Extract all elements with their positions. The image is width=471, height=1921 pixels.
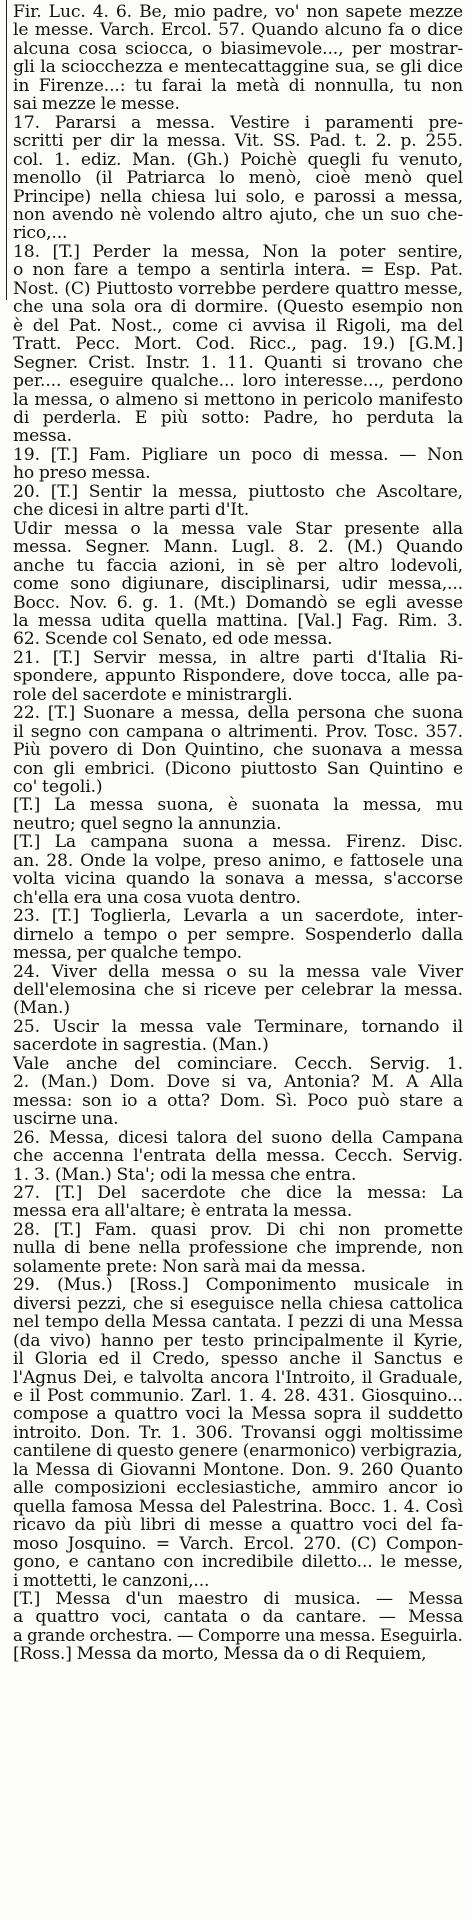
text-line: che una sola ora di dormire. (Questo esempio non <box>13 297 463 318</box>
text-line: 23. [T.] Toglierla, Levarla a un sacerdote, inter- <box>13 906 463 927</box>
text-line: 22. [T.] Suonare a messa, della persona che suona <box>13 703 463 724</box>
text-line: a grande orchestra. — Comporre una messa. Eseguirla. <box>13 1625 463 1646</box>
text-line: i mottetti, le canzoni,... <box>13 1570 210 1591</box>
text-line: cantilene di questo genere (enarmonico) verbigrazia, <box>13 1441 463 1462</box>
text-line: Principe) nella chiesa lui solo, e parossi a messa, <box>13 186 463 207</box>
text-line: introito. Don. Tr. 1. 306. Trovansi oggi moltissime <box>13 1422 463 1443</box>
text-line: [T.] Messa d'un maestro di musica. — Messa <box>13 1588 463 1609</box>
text-line: (Man.) <box>13 998 70 1019</box>
text-line: Segner. Crist. Instr. 1. 11. Quanti si trovano che <box>13 352 463 373</box>
text-line: per.... eseguire qualche... loro interesse..., perdono <box>13 371 463 392</box>
text-line: [T.] La messa suona, è suonata la messa, mu <box>13 795 463 816</box>
text-line: 28. [T.] Fam. quasi prov. Di chi non promette <box>13 1219 463 1240</box>
text-line: messa. <box>13 426 72 447</box>
text-line: Bocc. Nov. 6. g. 1. (Mt.) Domandò se egli avesse <box>13 592 463 613</box>
text-line: co' tegoli.) <box>13 777 103 798</box>
text-line: non avendo nè volendo altro ajuto, che un suo che- <box>13 204 463 225</box>
text-line: gono, e cantano con incredibile diletto... le messe, <box>13 1552 463 1573</box>
text-line: spondere, appunto Rispondere, dove tocca, alle pa- <box>13 666 463 687</box>
text-line: anche tu faccia azioni, in sè per altro lodevoli, <box>13 555 463 576</box>
text-line: di perderla. E più sotto: Padre, ho perduta la <box>13 407 463 428</box>
text-line: rico,... <box>13 223 68 244</box>
text-line: 2. (Man.) Dom. Dove si va, Antonia? M. A Alla <box>13 1072 463 1093</box>
text-line: come sono digiunare, disciplinarsi, udir messa,... <box>13 574 463 595</box>
text-line: scritti per dir la messa. Vit. SS. Pad. t. 2. p. 255. <box>13 131 463 152</box>
text-line: an. 28. Onde la volpe, preso animo, e fattosele una <box>13 850 463 871</box>
text-line: messa: son io a otta? Dom. Sì. Poco può stare a <box>13 1090 463 1111</box>
text-line: che dicesi in altre parti d'It. <box>13 500 250 521</box>
text-line: le messe. Varch. Ercol. 57. Quando alcuno fa o dice <box>13 20 463 41</box>
text-line: 27. [T.] Del sacerdote che dice la messa: La <box>13 1183 463 1203</box>
text-line: nulla di bene nella professione che imprende, non <box>13 1238 463 1259</box>
text-line: il segno con campana o altrimenti. Prov. Tosc. 357. <box>13 721 463 742</box>
text-line: la Messa di Giovanni Montone. Don. 9. 260 Quanto <box>13 1459 463 1480</box>
text-line: 18. [T.] Perder la messa, Non la poter sentire, <box>13 241 463 262</box>
text-line: volta vicina quando la sonava a messa, s'accorse <box>13 869 463 890</box>
text-column <box>13 3 463 1664</box>
text-line: l'Agnus Dei, e talvolta ancora l'Introito, il Graduale, <box>13 1367 463 1388</box>
text-line: sai mezze le messe. <box>13 94 180 115</box>
text-line: 1. 3. (Man.) Sta'; odi la messa che entra. <box>13 1164 357 1185</box>
text-line: role del sacerdote e ministrargli. <box>13 684 293 705</box>
text-line: 62. Scende col Senato, ed ode messa. <box>13 629 333 650</box>
text-line: messa, per qualche tempo. <box>13 943 242 964</box>
text-line: (da vivo) hanno per testo principalmente il Kyrie, <box>13 1330 463 1351</box>
text-line: ho preso messa. <box>13 463 151 484</box>
text-line: nel tempo della Messa cantata. I pezzi di una Messa <box>13 1312 463 1333</box>
text-line: è del Pat. Nost., come ci avvisa il Rigoli, ma del <box>13 315 463 336</box>
text-line: e il Post communio. Zarl. 1. 4. 28. 431. Giosquino... <box>13 1385 463 1406</box>
text-line: gli la sciocchezza e mentecattaggine sua, se gli dice <box>13 57 463 78</box>
text-line: che accenna l'entrata della messa. Cecch. Servig. <box>13 1146 463 1167</box>
text-line: Più povero di Don Quintino, che suonava a messa <box>13 740 463 761</box>
text-line: 25. Uscir la messa vale Terminare, tornando il <box>13 1016 463 1037</box>
text-line: quella famosa Messa del Palestrina. Bocc. 1. 4. Così <box>13 1496 463 1517</box>
text-line: compose a quattro voci la Messa sopra il suddetto <box>13 1404 463 1425</box>
text-line: menollo (il Patriarca lo menò, cioè menò quel <box>13 168 463 189</box>
text-line: 20. [T.] Sentir la messa, piuttosto che Ascoltare, <box>13 481 463 502</box>
text-line: solamente prete: Non sarà mai da messa. <box>13 1256 366 1277</box>
text-line: a quattro voci, cantata o da cantare. — Messa <box>13 1607 463 1628</box>
text-line: messa. Segner. Mann. Lugl. 8. 2. (M.) Quando <box>13 537 463 558</box>
text-line: 29. (Mus.) [Ross.] Componimento musicale in <box>13 1275 463 1296</box>
text-line: Vale anche del cominciare. Cecch. Servig. 1. <box>13 1053 463 1074</box>
text-line: ch'ella era una cosa vuota dentro. <box>13 887 301 908</box>
text-line: alcuna cosa sciocca, o biasimevole..., per mostrar- <box>13 38 463 59</box>
text-line: [Ross.] Messa da morto, Messa da o di Requiem, <box>13 1644 427 1665</box>
text-line: Fir. Luc. 4. 6. Be, mio padre, vo' non sapete mezze <box>13 2 463 22</box>
left-margin-rule <box>6 0 7 300</box>
text-line: 19. [T.] Fam. Pigliare un poco di messa. — Non <box>13 444 463 465</box>
text-line: sacerdote in sagrestia. (Man.) <box>13 1035 269 1056</box>
text-line: alle composizioni ecclesiastiche, ammiro ancor io <box>13 1478 463 1499</box>
text-line: dell'elemosina che si riceve per celebrar la messa. <box>13 980 463 1001</box>
text-line: 17. Pararsi a messa. Vestire i paramenti pre- <box>13 112 463 133</box>
text-line: la messa udita quella mattina. [Val.] Fag. Rim. 3. <box>13 610 463 631</box>
text-line: col. 1. ediz. Man. (Gh.) Poichè quegli fu venuto, <box>13 149 463 170</box>
text-line: Udir messa o la messa vale Star presente alla <box>13 518 463 539</box>
text-line: [T.] La campana suona a messa. Firenz. Disc. <box>13 832 463 853</box>
text-line: Tratt. Pecc. Mort. Cod. Ricc., pag. 19.) [G.M.] <box>13 334 463 355</box>
text-line: in Firenze...: tu farai la metà di nonnulla, tu non <box>13 75 463 96</box>
text-line: Nost. (C) Piuttosto vorrebbe perdere quattro messe, <box>13 278 463 299</box>
text-line: il Gloria ed il Credo, spesso anche il Sanctus e <box>13 1349 463 1370</box>
text-line: uscirne una. <box>13 1109 119 1130</box>
text-line: con gli embrici. (Dicono piuttosto San Quintino e <box>13 758 463 779</box>
text-line: dirnelo a tempo o per sempre. Sospenderlo dalla <box>13 924 463 945</box>
text-line: 24. Viver della messa o su la messa vale Viver <box>13 961 463 982</box>
text-line: messa era all'altare; è entrata la messa. <box>13 1201 353 1222</box>
text-line: neutro; quel segno la annunzia. <box>13 813 282 834</box>
text-line: moso Josquino. = Varch. Ercol. 270. (C) Compon- <box>13 1533 463 1554</box>
text-line: ricavo da più libri di messe a quattro voci del fa- <box>13 1515 463 1536</box>
text-line: diversi pezzi, che si eseguisce nella chiesa cattolica <box>13 1293 463 1314</box>
text-line: la messa, o almeno si mettono in pericolo manifesto <box>13 389 463 410</box>
text-line: 26. Messa, dicesi talora del suono della Campana <box>13 1127 463 1148</box>
text-line: 21. [T.] Servir messa, in altre parti d'Italia Ri- <box>13 647 463 668</box>
text-line: o non fare a tempo a sentirla intera. = Esp. Pat. <box>13 260 463 281</box>
